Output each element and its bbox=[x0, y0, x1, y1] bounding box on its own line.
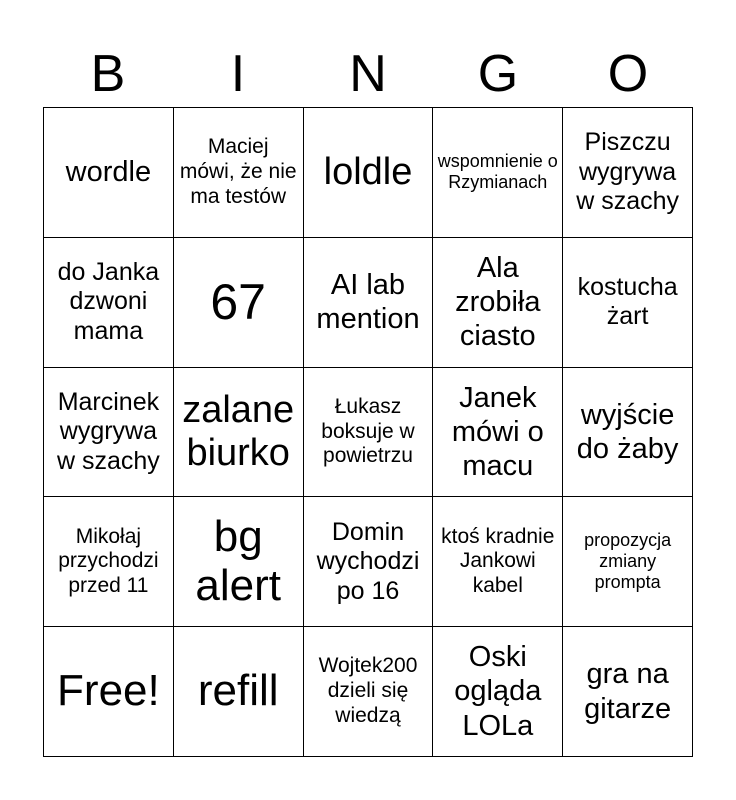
bingo-cell-free[interactable]: Free! bbox=[44, 627, 174, 757]
bingo-cell[interactable]: Marcinek wygrywa w szachy bbox=[44, 368, 174, 498]
bingo-cell[interactable]: refill bbox=[174, 627, 304, 757]
bingo-cell[interactable]: loldle bbox=[304, 108, 434, 238]
bingo-cell[interactable]: Piszczu wygrywa w szachy bbox=[563, 108, 693, 238]
bingo-cell[interactable]: AI lab mention bbox=[304, 238, 434, 368]
header-letter-o: O bbox=[607, 45, 649, 103]
bingo-cell[interactable]: gra na gitarze bbox=[563, 627, 693, 757]
bingo-cell[interactable]: Łukasz boksuje w powietrzu bbox=[304, 368, 434, 498]
bingo-cell[interactable]: Domin wychodzi po 16 bbox=[304, 497, 434, 627]
bingo-cell[interactable]: Janek mówi o macu bbox=[433, 368, 563, 498]
bingo-cell[interactable]: wyjście do żaby bbox=[563, 368, 693, 498]
bingo-cell[interactable]: Ala zrobiła ciasto bbox=[433, 238, 563, 368]
bingo-cell[interactable]: propozycja zmiany prompta bbox=[563, 497, 693, 627]
bingo-cell[interactable]: ktoś kradnie Jankowi kabel bbox=[433, 497, 563, 627]
bingo-header bbox=[43, 40, 693, 108]
bingo-cell[interactable]: wordle bbox=[44, 108, 174, 238]
bingo-cell[interactable]: Oski ogląda LOLa bbox=[433, 627, 563, 757]
header-letter-i: I bbox=[230, 45, 246, 103]
header-letter-g: G bbox=[477, 45, 519, 103]
bingo-cell[interactable]: kostucha żart bbox=[563, 238, 693, 368]
bingo-cell[interactable]: Maciej mówi, że nie ma testów bbox=[174, 108, 304, 238]
bingo-cell[interactable]: 67 bbox=[174, 238, 304, 368]
header-letter-n: N bbox=[349, 45, 387, 103]
bingo-cell[interactable]: Mikołaj przychodzi przed 11 bbox=[44, 497, 174, 627]
header-letter-b: B bbox=[90, 45, 126, 103]
bingo-cell[interactable]: Wojtek200 dzieli się wiedzą bbox=[304, 627, 434, 757]
bingo-cell[interactable]: wspomnienie o Rzymianach bbox=[433, 108, 563, 238]
bingo-cell[interactable]: do Janka dzwoni mama bbox=[44, 238, 174, 368]
bingo-cell[interactable]: zalane biurko bbox=[174, 368, 304, 498]
bingo-grid bbox=[43, 107, 693, 757]
bingo-cell[interactable]: bg alert bbox=[174, 497, 304, 627]
